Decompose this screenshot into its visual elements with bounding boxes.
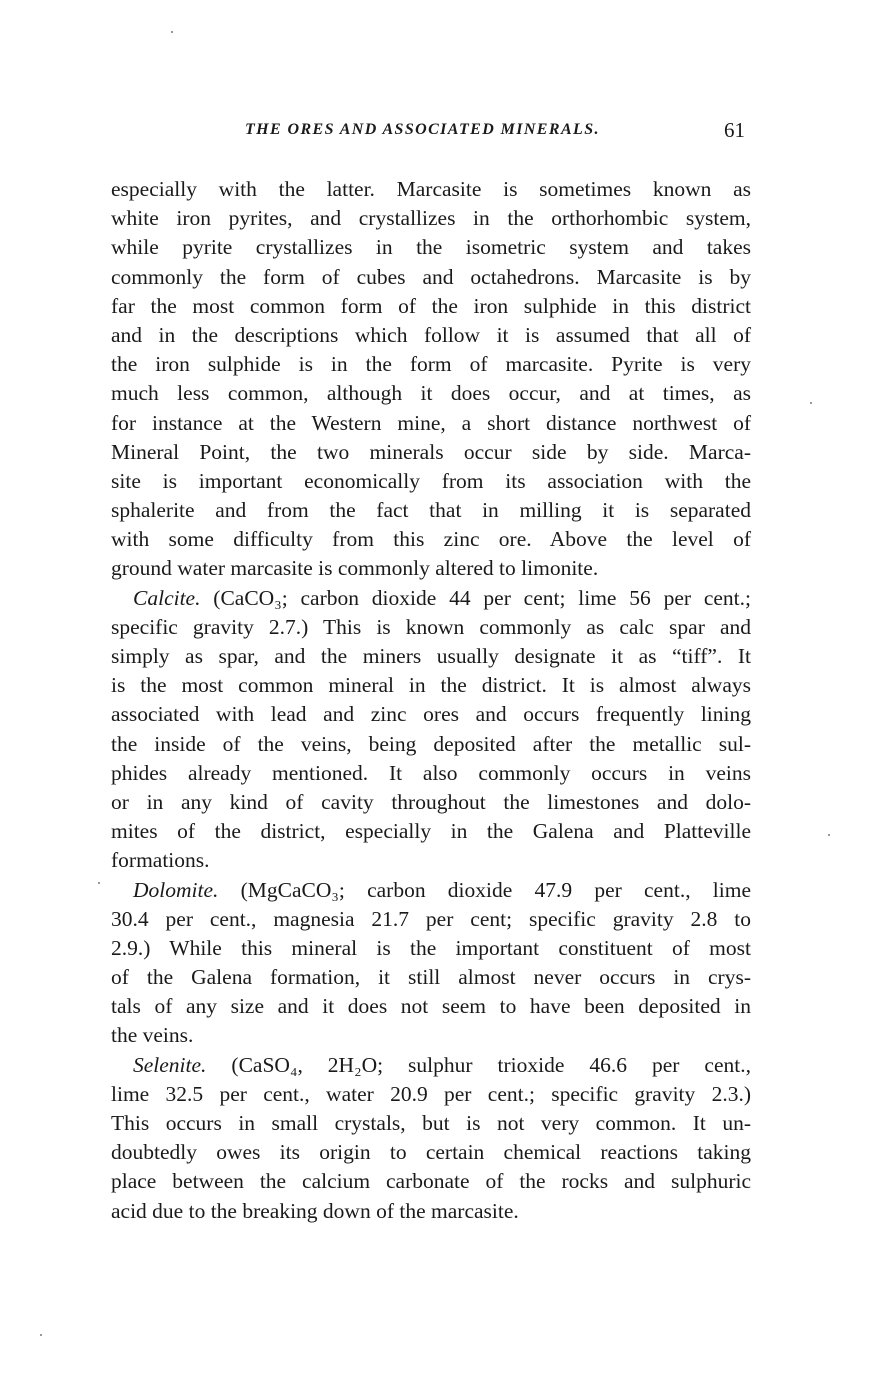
text-line: 2.9.) While this mineral is the important constituent of most xyxy=(111,935,751,960)
text-line: specific gravity 2.7.) This is known commonly as calc spar and xyxy=(111,614,751,639)
text-line: sphalerite and from the fact that in milling it is separated xyxy=(111,498,751,523)
text-line: the iron sulphide is in the form of marcasite. Pyrite is very xyxy=(111,352,751,377)
text-line: mites of the district, especially in the Galena and Platteville xyxy=(111,819,751,844)
scan-speck xyxy=(40,1334,42,1336)
body-text xyxy=(111,175,751,1226)
text-line: and in the descriptions which follow it is assumed that all of xyxy=(111,322,751,347)
text-line: This occurs in small crystals, but is not very common. It un- xyxy=(111,1111,751,1135)
scan-speck xyxy=(98,882,100,884)
text-line: especially with the latter. Marcasite is sometimes known as xyxy=(111,177,751,201)
text-line: place between the calcium carbonate of the rocks and sulphuric xyxy=(111,1169,751,1194)
dolomite-term: Dolomite. xyxy=(133,877,219,902)
text-line: the veins. xyxy=(111,1023,194,1048)
text-line: while pyrite crystallizes in the isometric system and takes xyxy=(111,235,751,260)
text-line: commonly the form of cubes and octahedrons. Marcasite is by xyxy=(111,264,751,289)
text-line: (CaSO₄, 2H₂O; sulphur trioxide 46.6 per cent., xyxy=(231,1052,751,1077)
text-line: lime 32.5 per cent., water 20.9 per cent.; specific gravity 2.3.) xyxy=(111,1081,751,1106)
dolomite-paragraph-start xyxy=(111,876,751,905)
text-line: white iron pyrites, and crystallizes in the orthorhombic system, xyxy=(111,206,751,231)
text-line: Mineral Point, the two minerals occur side by side. Marca- xyxy=(111,439,751,464)
selenite-paragraph-start xyxy=(111,1051,751,1080)
scan-speck xyxy=(171,31,173,33)
text-line: phides already mentioned. It also commonly occurs in veins xyxy=(111,760,751,785)
text-line: (CaCO₃; carbon dioxide 44 per cent; lime 56 per cent.; xyxy=(213,585,752,610)
text-line: 30.4 per cent., magnesia 21.7 per cent; specific gravity 2.8 to xyxy=(111,906,751,931)
text-line: ground water marcasite is commonly altered to limonite. xyxy=(111,556,599,581)
page-number: 61 xyxy=(724,118,745,142)
calcite-term: Calcite. xyxy=(133,585,201,610)
text-line: doubtedly owes its origin to certain chemical reactions taking xyxy=(111,1140,751,1165)
selenite-term: Selenite. xyxy=(133,1052,207,1077)
text-line: tals of any size and it does not seem to have been deposited in xyxy=(111,994,751,1019)
text-line: of the Galena formation, it still almost never occurs in crys- xyxy=(111,965,751,990)
text-line: formations. xyxy=(111,848,210,873)
text-line: acid due to the breaking down of the marcasite. xyxy=(111,1198,519,1223)
text-line: site is important economically from its association with the xyxy=(111,468,751,493)
text-line: is the most common mineral in the district. It is almost always xyxy=(111,673,751,698)
text-line: far the most common form of the iron sulphide in this district xyxy=(111,293,751,318)
scan-speck xyxy=(810,402,812,404)
text-line: (MgCaCO₃; carbon dioxide 47.9 per cent., lime xyxy=(240,877,751,902)
text-line: or in any kind of cavity throughout the limestones and dolo- xyxy=(111,789,751,814)
text-line: the inside of the veins, being deposited after the metallic sul- xyxy=(111,731,751,756)
running-head: THE ORES AND ASSOCIATED MINERALS. xyxy=(245,121,600,138)
text-line: simply as spar, and the miners usually designate it as “tiff”. It xyxy=(111,644,751,668)
text-line: associated with lead and zinc ores and occurs frequently lining xyxy=(111,702,751,727)
calcite-paragraph-start xyxy=(111,584,751,613)
text-line: for instance at the Western mine, a short distance northwest of xyxy=(111,410,751,435)
scan-speck xyxy=(828,834,830,836)
text-line: with some difficulty from this zinc ore. Above the level of xyxy=(111,527,751,552)
text-line: much less common, although it does occur, and at times, as xyxy=(111,381,751,406)
